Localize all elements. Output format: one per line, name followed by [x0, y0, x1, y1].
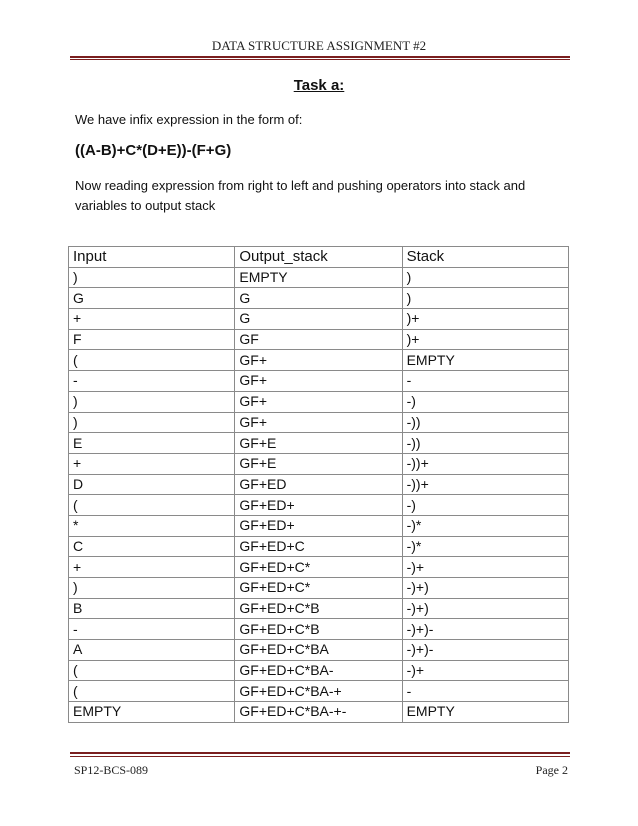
table-row	[69, 557, 569, 578]
table-row	[69, 702, 569, 723]
output-stack-cell: GF+ED	[235, 474, 402, 495]
input-cell: F	[69, 329, 235, 350]
output-stack-cell: EMPTY	[235, 267, 402, 288]
stack-cell: -)+	[402, 660, 568, 681]
output-stack-cell: G	[235, 309, 402, 330]
table-row	[69, 433, 569, 454]
conversion-table	[68, 246, 569, 723]
output-stack-cell: GF+ED+C*BA-	[235, 660, 402, 681]
input-cell: C	[69, 536, 235, 557]
stack-cell: -))	[402, 412, 568, 433]
input-cell: )	[69, 412, 235, 433]
stack-cell: -))+	[402, 474, 568, 495]
output-stack-cell: G	[235, 288, 402, 309]
stack-cell: EMPTY	[402, 350, 568, 371]
input-cell: B	[69, 598, 235, 619]
stack-cell: -))+	[402, 453, 568, 474]
stack-cell: -	[402, 371, 568, 392]
table-row	[69, 474, 569, 495]
table-row	[69, 515, 569, 536]
stack-cell: )+	[402, 309, 568, 330]
input-cell: )	[69, 391, 235, 412]
table-row	[69, 660, 569, 681]
header-rule	[70, 56, 570, 58]
stack-cell: EMPTY	[402, 702, 568, 723]
table-row	[69, 329, 569, 350]
input-cell: (	[69, 681, 235, 702]
input-cell: G	[69, 288, 235, 309]
table-row	[69, 350, 569, 371]
output-stack-cell: GF+ED+C*	[235, 557, 402, 578]
output-stack-cell: GF+	[235, 371, 402, 392]
stack-cell: -)+)	[402, 598, 568, 619]
output-stack-cell: GF+ED+C*B	[235, 619, 402, 640]
table-body	[69, 267, 569, 722]
table-row	[69, 391, 569, 412]
input-cell: +	[69, 557, 235, 578]
output-stack-cell: GF+ED+	[235, 495, 402, 516]
output-stack-cell: GF+ED+	[235, 515, 402, 536]
table-row	[69, 267, 569, 288]
output-stack-cell: GF+ED+C*BA-+-	[235, 702, 402, 723]
stack-cell: -)*	[402, 515, 568, 536]
column-header-stack: Stack	[402, 247, 568, 268]
page-header-title: DATA STRUCTURE ASSIGNMENT #2	[211, 38, 427, 53]
output-stack-cell: GF+ED+C	[235, 536, 402, 557]
table-row	[69, 598, 569, 619]
footer-page-number: Page 2	[535, 763, 568, 777]
stack-cell: -)	[402, 495, 568, 516]
footer-rule-thin	[70, 756, 570, 757]
description-text: Now reading expression from right to left and pushing operators into stack and variables to output stack	[75, 178, 526, 213]
stack-cell: -)+)-	[402, 619, 568, 640]
column-header-output-stack: Output_stack	[235, 247, 402, 268]
input-cell: (	[69, 660, 235, 681]
table-row	[69, 309, 569, 330]
input-cell: -	[69, 619, 235, 640]
stack-cell: -)*	[402, 536, 568, 557]
stack-cell: -	[402, 681, 568, 702]
stack-cell: )	[402, 288, 568, 309]
input-cell: *	[69, 515, 235, 536]
input-cell: +	[69, 453, 235, 474]
table-row	[69, 681, 569, 702]
output-stack-cell: GF+ED+C*	[235, 578, 402, 599]
footer-student-id: SP12-BCS-089	[74, 763, 149, 777]
stack-cell: )	[402, 267, 568, 288]
stack-cell: )+	[402, 329, 568, 350]
table-row	[69, 619, 569, 640]
table-row	[69, 536, 569, 557]
footer-rule	[70, 752, 570, 754]
output-stack-cell: GF+ED+C*B	[235, 598, 402, 619]
table-row	[69, 640, 569, 661]
stack-cell: -)+	[402, 557, 568, 578]
input-cell: -	[69, 371, 235, 392]
input-cell: (	[69, 495, 235, 516]
output-stack-cell: GF+	[235, 350, 402, 371]
column-header-input: Input	[69, 247, 235, 268]
input-cell: +	[69, 309, 235, 330]
input-cell: EMPTY	[69, 702, 235, 723]
table-row	[69, 495, 569, 516]
table-row	[69, 453, 569, 474]
output-stack-cell: GF+E	[235, 453, 402, 474]
intro-text: We have infix expression in the form of:	[75, 112, 303, 127]
input-cell: )	[69, 267, 235, 288]
input-cell: E	[69, 433, 235, 454]
table-header-row	[69, 247, 569, 268]
input-cell: (	[69, 350, 235, 371]
output-stack-cell: GF+	[235, 391, 402, 412]
input-cell: A	[69, 640, 235, 661]
stack-cell: -))	[402, 433, 568, 454]
task-title: Task a:	[293, 77, 345, 94]
stack-cell: -)	[402, 391, 568, 412]
input-cell: D	[69, 474, 235, 495]
table-row	[69, 412, 569, 433]
header-rule-thin	[70, 59, 570, 60]
table-row	[69, 578, 569, 599]
stack-cell: -)+)	[402, 578, 568, 599]
stack-cell: -)+)-	[402, 640, 568, 661]
input-cell: )	[69, 578, 235, 599]
output-stack-cell: GF+E	[235, 433, 402, 454]
output-stack-cell: GF+	[235, 412, 402, 433]
infix-expression: ((A-B)+C*(D+E))-(F+G)	[75, 142, 232, 159]
output-stack-cell: GF	[235, 329, 402, 350]
table-row	[69, 288, 569, 309]
output-stack-cell: GF+ED+C*BA-+	[235, 681, 402, 702]
output-stack-cell: GF+ED+C*BA	[235, 640, 402, 661]
table-row	[69, 371, 569, 392]
